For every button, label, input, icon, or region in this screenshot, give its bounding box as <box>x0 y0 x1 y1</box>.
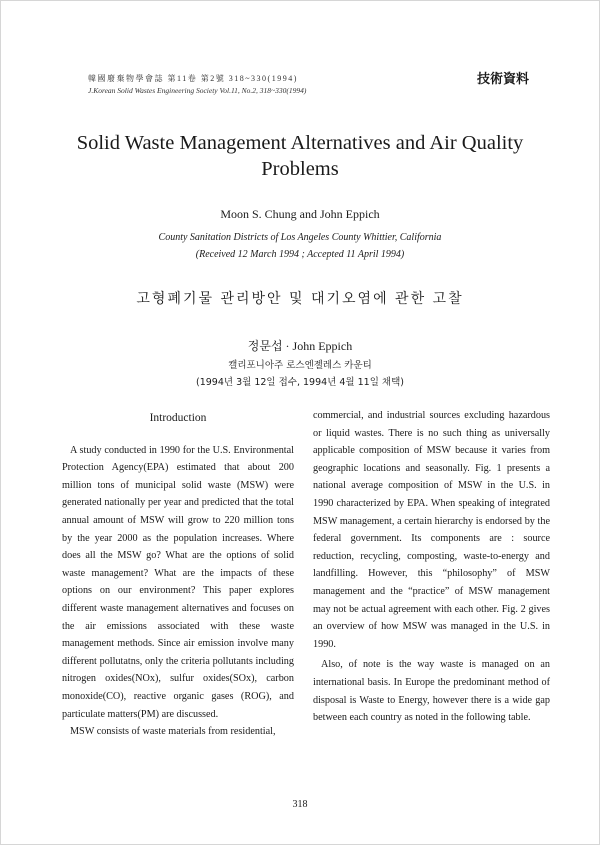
affiliation-block <box>0 229 600 263</box>
received-dates: (Received 12 March 1994 ; Accepted 11 April 1994) <box>195 249 405 260</box>
page-number: 318 <box>292 799 308 810</box>
korean-authors: 정문섭 · John Eppich <box>247 339 353 353</box>
paragraph: Also, of note is the way waste is managed on an international basis. In Europe the predominant method of disposal is Waste to Energy, however there is a wide gap between each country as noted in the following table. <box>313 659 550 724</box>
korean-received-dates: (1994년 3월 12일 접수, 1994년 4월 11일 채택) <box>196 377 404 388</box>
affiliation: County Sanitation Districts of Los Angeles County Whittier, California <box>158 232 442 243</box>
korean-affiliation-block <box>0 357 600 391</box>
paper-title: Solid Waste Management Alternatives and Air Quality Problems <box>76 132 524 180</box>
paragraph: commercial, and industrial sources excluding hazardous or liquid wastes. There is no such thing as universally applicable composition of MSW because it varies from geographic locations and seasonally. Fig. 1 presents a national average composition of MSW in the U.S. in 1990 characterized by EPA. When speaking of integrated MSW management, a certain hierarchy is endorsed by the federal government. Its components are : source reduction, recycling, composting, waste-to-energy and landfilling. However, this “philosophy” of MSW management and the “practice” of MSW management may not be actual agreement with each other. Fig. 2 gives an overview of how MSW was managed in the U.S. in 1990. <box>313 410 550 650</box>
paragraph: A study conducted in 1990 for the U.S. Environmental Protection Agency(EPA) estimated that about 200 million tons of municipal solid waste (MSW) were generated nationally per year and predicted that the total annual amount of MSW will grow to 220 million tons by the year 2000 as the population increases. Where does all the MSW go? What are the options of solid waste management? What are the impacts of these options on our environment? This paper explores different waste management alternatives and focuses on the air emissions associated with these waste management methods. Since air emission involve many different pollutatns, only the criteria pollutants including nitrogen oxides(NOx), sulfur oxides(SOx), carbon monoxide(CO), reactive organic gases (ROG), and particulate matters(PM) are discussed. <box>62 444 294 720</box>
korean-affiliation: 캘리포니아주 로스엔젤레스 카운티 <box>228 360 372 371</box>
paragraph: MSW consists of waste materials from residential, <box>70 726 276 738</box>
right-column <box>313 407 550 727</box>
section-tag: 技術資料 <box>476 72 529 87</box>
paper-authors: Moon S. Chung and John Eppich <box>220 207 380 221</box>
journal-citation-korean: 韓國廢棄物學會誌 第11卷 第2號 318~330(1994) <box>88 74 298 83</box>
korean-title: 고형폐기물 관리방안 및 대기오염에 관한 고찰 <box>136 291 464 307</box>
journal-citation-english: J.Korean Solid Wastes Engineering Society Vol.11, No.2, 318~330(1994) <box>88 86 307 95</box>
section-heading-introduction: Introduction <box>149 412 207 424</box>
left-column <box>62 410 294 741</box>
